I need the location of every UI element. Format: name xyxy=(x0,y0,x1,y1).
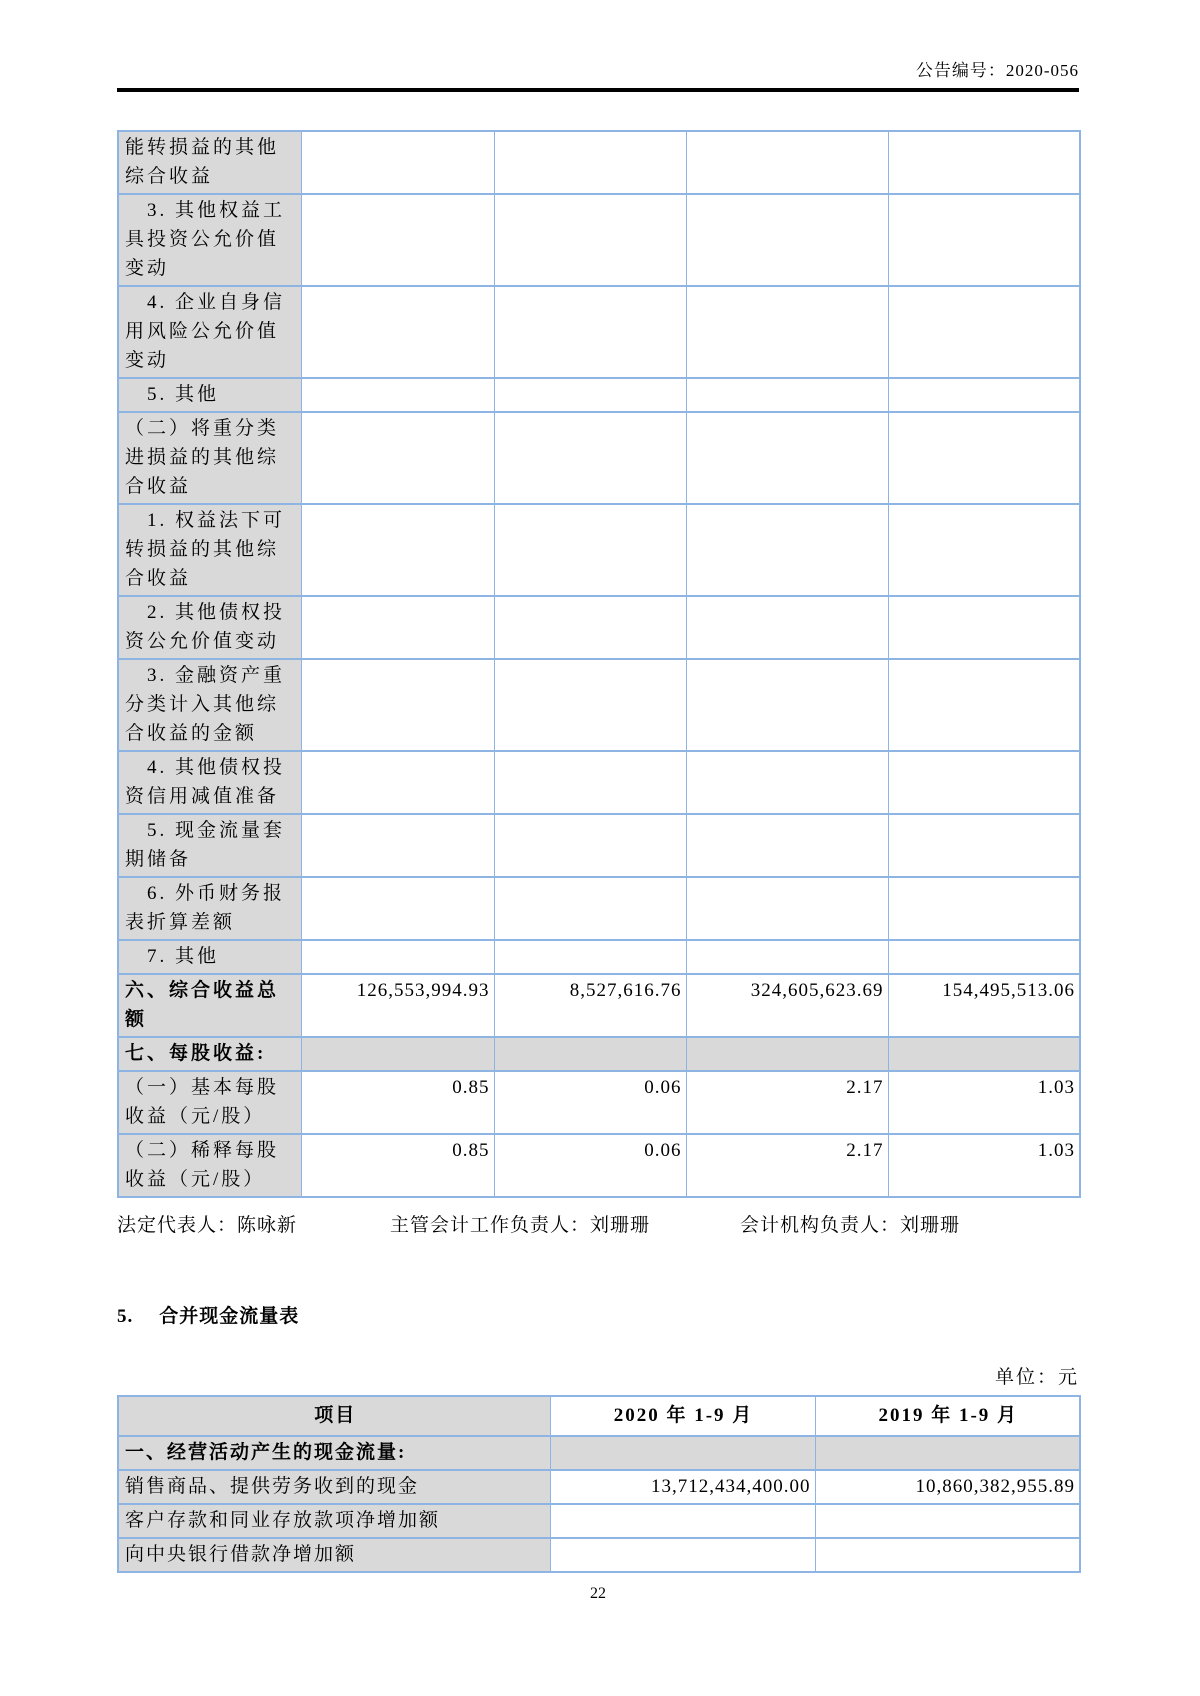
table-row xyxy=(118,412,1080,504)
value-cell xyxy=(686,131,888,194)
value-cell xyxy=(888,286,1080,378)
value-cell xyxy=(494,504,686,596)
value-cell xyxy=(686,814,888,877)
value-cell: 10,860,382,955.89 xyxy=(815,1470,1080,1504)
value-cell xyxy=(686,1037,888,1071)
row-label: （一）基本每股收益（元/股） xyxy=(118,1071,301,1134)
value-cell xyxy=(494,940,686,974)
value-cell xyxy=(494,659,686,751)
table-row xyxy=(118,1470,1080,1504)
table-row xyxy=(118,974,1080,1037)
row-label: 4. 企业自身信用风险公允价值变动 xyxy=(118,286,301,378)
value-cell: 2.17 xyxy=(686,1134,888,1197)
value-cell xyxy=(686,659,888,751)
column-header-period: 2020 年 1-9 月 xyxy=(550,1396,815,1436)
value-cell xyxy=(686,940,888,974)
value-cell xyxy=(686,877,888,940)
table-row xyxy=(118,1134,1080,1197)
value-cell xyxy=(888,814,1080,877)
section-title xyxy=(117,1301,1079,1328)
value-cell xyxy=(686,504,888,596)
value-cell xyxy=(301,504,494,596)
section-number: 5. xyxy=(117,1306,134,1327)
doc-header xyxy=(117,56,1079,88)
value-cell xyxy=(494,412,686,504)
cash-flow-table xyxy=(117,1395,1081,1573)
signature-line xyxy=(117,1210,1079,1237)
value-cell xyxy=(888,877,1080,940)
table-row xyxy=(118,940,1080,974)
value-cell xyxy=(686,378,888,412)
value-cell xyxy=(301,751,494,814)
comprehensive-income-table xyxy=(117,130,1081,1198)
value-cell xyxy=(888,378,1080,412)
row-label: 六、综合收益总额 xyxy=(118,974,301,1037)
value-cell xyxy=(815,1504,1080,1538)
value-cell xyxy=(550,1538,815,1572)
value-cell xyxy=(301,1037,494,1071)
value-cell xyxy=(888,1037,1080,1071)
row-label: （二）稀释每股收益（元/股） xyxy=(118,1134,301,1197)
chief-accountant: 主管会计工作负责人：刘珊珊 xyxy=(390,1215,651,1236)
value-cell xyxy=(301,877,494,940)
table-row xyxy=(118,751,1080,814)
row-label: 4. 其他债权投资信用减值准备 xyxy=(118,751,301,814)
value-cell xyxy=(888,194,1080,286)
value-cell: 1.03 xyxy=(888,1071,1080,1134)
row-label: 5. 现金流量套期储备 xyxy=(118,814,301,877)
value-cell xyxy=(888,596,1080,659)
value-cell xyxy=(301,378,494,412)
value-cell xyxy=(686,596,888,659)
value-cell xyxy=(888,751,1080,814)
row-label: 3. 金融资产重分类计入其他综合收益的金额 xyxy=(118,659,301,751)
table-row xyxy=(118,1037,1080,1071)
row-label: 七、每股收益: xyxy=(118,1037,301,1071)
value-cell xyxy=(494,877,686,940)
row-label: 6. 外币财务报表折算差额 xyxy=(118,877,301,940)
row-label: 1. 权益法下可转损益的其他综合收益 xyxy=(118,504,301,596)
table-row xyxy=(118,1436,1080,1470)
value-cell xyxy=(888,412,1080,504)
header-row xyxy=(118,1396,1080,1436)
income-table-body xyxy=(118,131,1080,1197)
value-cell xyxy=(301,814,494,877)
value-cell xyxy=(550,1436,815,1470)
row-label: 能转损益的其他综合收益 xyxy=(118,131,301,194)
value-cell xyxy=(494,378,686,412)
value-cell: 2.17 xyxy=(686,1071,888,1134)
table-row xyxy=(118,877,1080,940)
value-cell xyxy=(888,504,1080,596)
value-cell xyxy=(301,286,494,378)
value-cell xyxy=(301,194,494,286)
table-row xyxy=(118,1538,1080,1572)
row-label: 销售商品、提供劳务收到的现金 xyxy=(118,1470,550,1504)
header-rule xyxy=(117,88,1079,92)
value-cell xyxy=(494,286,686,378)
row-label: 3. 其他权益工具投资公允价值变动 xyxy=(118,194,301,286)
table-row xyxy=(118,1504,1080,1538)
value-cell: 8,527,616.76 xyxy=(494,974,686,1037)
table-row xyxy=(118,131,1080,194)
value-cell xyxy=(686,194,888,286)
row-label: 向中央银行借款净增加额 xyxy=(118,1538,550,1572)
unit-note: 单位：元 xyxy=(994,1367,1079,1388)
table-row xyxy=(118,286,1080,378)
value-cell xyxy=(301,596,494,659)
value-cell xyxy=(301,659,494,751)
value-cell xyxy=(550,1504,815,1538)
value-cell xyxy=(686,286,888,378)
value-cell: 0.85 xyxy=(301,1071,494,1134)
column-header-period: 2019 年 1-9 月 xyxy=(815,1396,1080,1436)
section-name: 合并现金流量表 xyxy=(159,1306,300,1327)
table-row xyxy=(118,814,1080,877)
value-cell: 324,605,623.69 xyxy=(686,974,888,1037)
value-cell: 0.06 xyxy=(494,1134,686,1197)
value-cell xyxy=(494,596,686,659)
value-cell xyxy=(494,814,686,877)
legal-representative: 法定代表人：陈咏新 xyxy=(117,1215,298,1236)
table-row xyxy=(118,596,1080,659)
column-header-item: 项目 xyxy=(118,1396,550,1436)
cash-flow-table-header xyxy=(118,1396,1080,1436)
value-cell: 154,495,513.06 xyxy=(888,974,1080,1037)
row-label: 一、经营活动产生的现金流量: xyxy=(118,1436,550,1470)
table-row xyxy=(118,378,1080,412)
value-cell xyxy=(301,131,494,194)
table-row xyxy=(118,1071,1080,1134)
value-cell: 0.06 xyxy=(494,1071,686,1134)
value-cell xyxy=(301,412,494,504)
value-cell: 1.03 xyxy=(888,1134,1080,1197)
announcement-number: 公告编号：2020-056 xyxy=(915,61,1079,80)
row-label: 客户存款和同业存放款项净增加额 xyxy=(118,1504,550,1538)
value-cell xyxy=(888,131,1080,194)
value-cell xyxy=(494,131,686,194)
value-cell xyxy=(815,1436,1080,1470)
cash-flow-table-body xyxy=(118,1436,1080,1572)
row-label: 2. 其他债权投资公允价值变动 xyxy=(118,596,301,659)
table-row xyxy=(118,194,1080,286)
table-row xyxy=(118,504,1080,596)
value-cell xyxy=(888,940,1080,974)
value-cell: 13,712,434,400.00 xyxy=(550,1470,815,1504)
value-cell xyxy=(888,659,1080,751)
accounting-dept-head: 会计机构负责人：刘珊珊 xyxy=(740,1215,961,1236)
value-cell: 126,553,994.93 xyxy=(301,974,494,1037)
value-cell xyxy=(494,1037,686,1071)
value-cell: 0.85 xyxy=(301,1134,494,1197)
table-row xyxy=(118,659,1080,751)
value-cell xyxy=(494,194,686,286)
value-cell xyxy=(815,1538,1080,1572)
row-label: 7. 其他 xyxy=(118,940,301,974)
value-cell xyxy=(686,751,888,814)
value-cell xyxy=(301,940,494,974)
value-cell xyxy=(686,412,888,504)
value-cell xyxy=(494,751,686,814)
page-number: 22 xyxy=(590,1585,606,1602)
row-label: 5. 其他 xyxy=(118,378,301,412)
row-label: （二）将重分类进损益的其他综合收益 xyxy=(118,412,301,504)
